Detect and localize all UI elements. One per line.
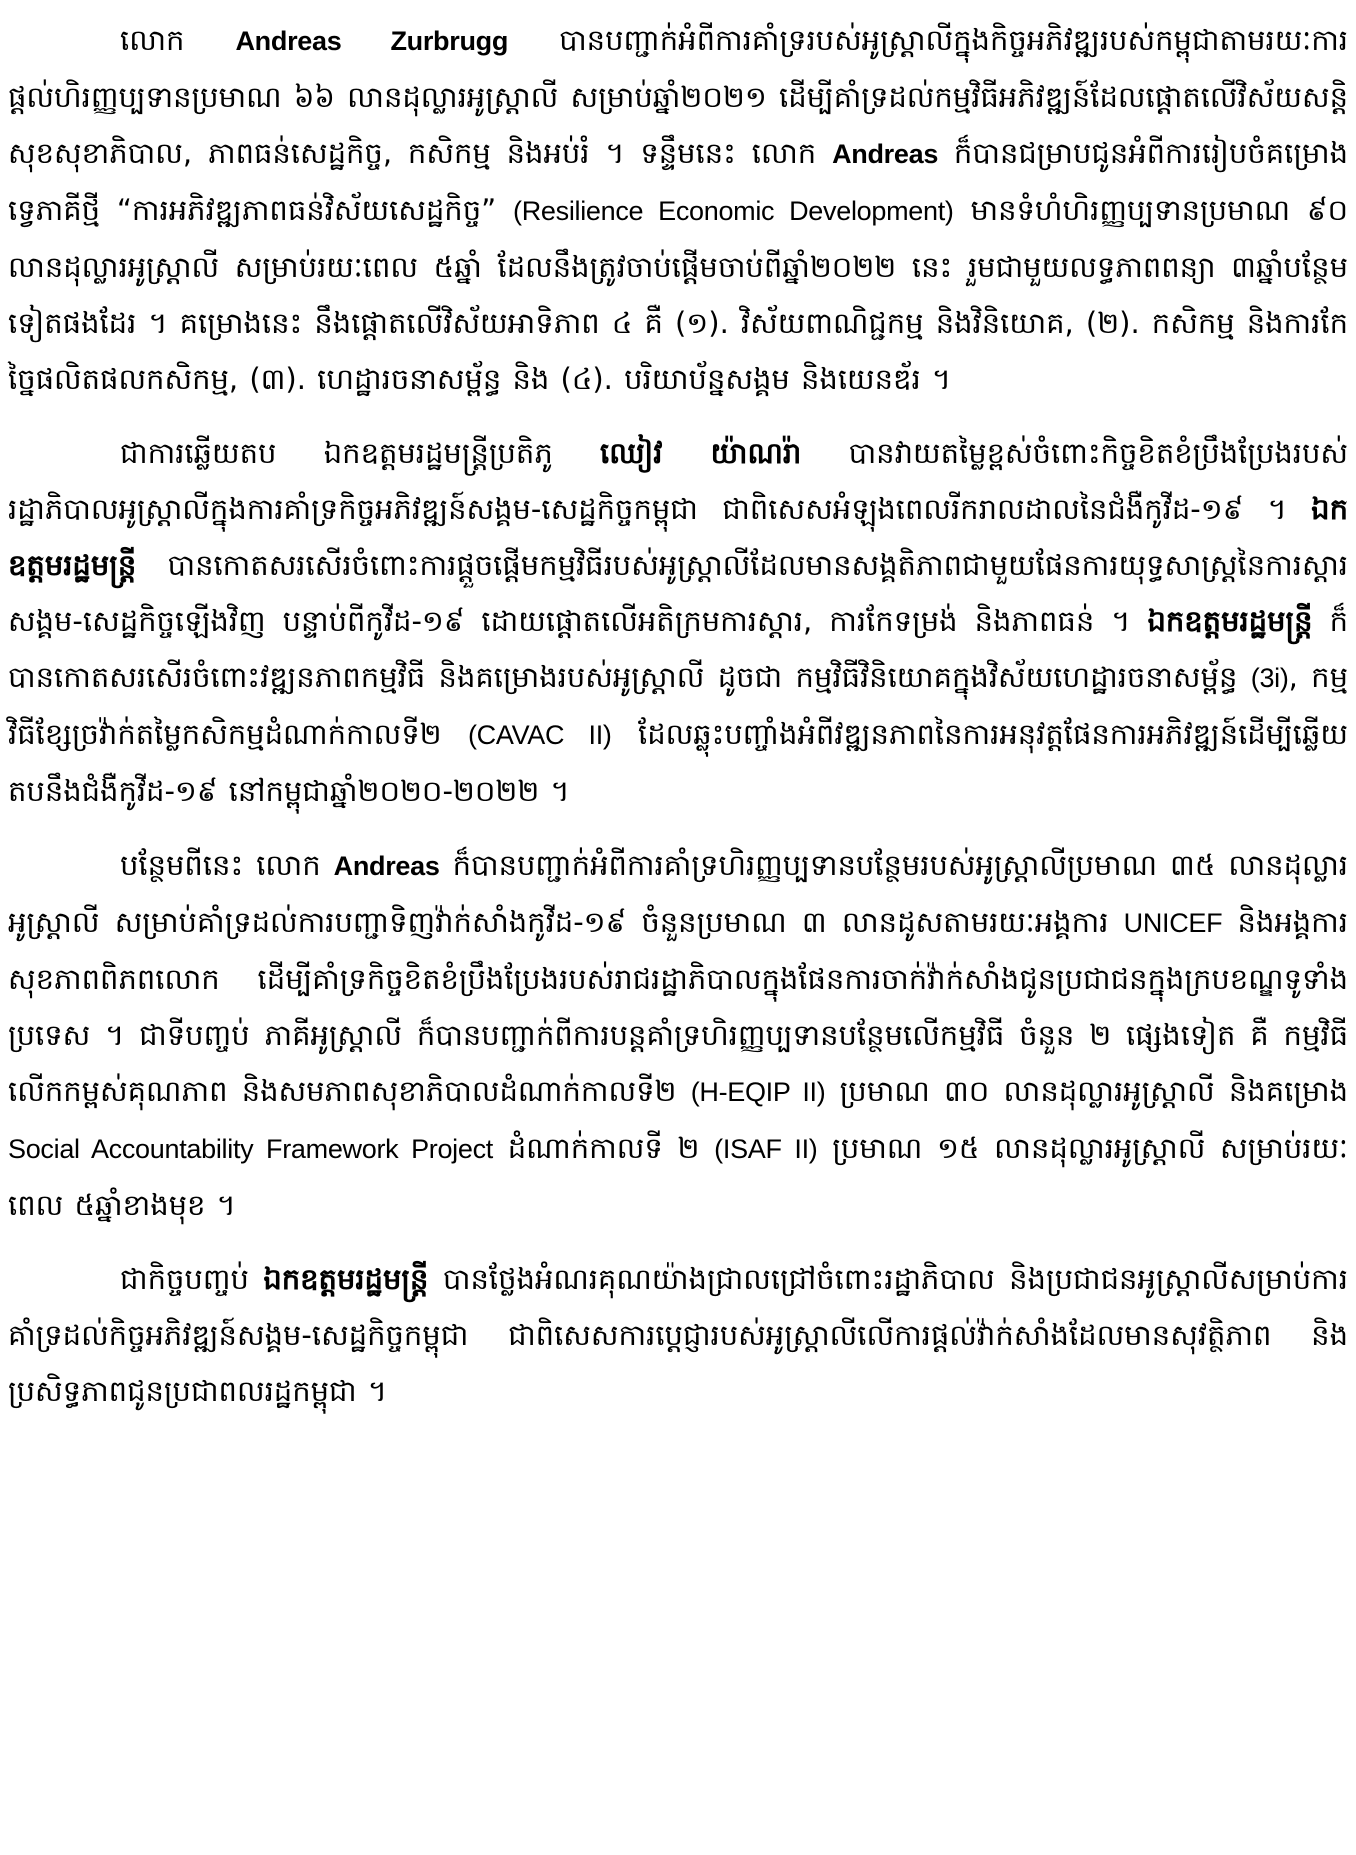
emphasized-latin-name: Andreas: [832, 139, 939, 169]
paragraph: [8, 837, 1348, 1233]
emphasized-name: ឯកឧត្តមរដ្ឋមន្ត្រី: [8, 492, 1348, 582]
latin-term: Social Accountability Framework Project: [8, 1134, 493, 1164]
paragraph: [8, 1251, 1348, 1419]
latin-term: UNICEF: [1123, 908, 1223, 938]
text-segment: និងអង្គការសុខភាពពិភពលោក ដើម្បីគាំទ្រកិច្ចខិតខំប្រឹងប្រែងរបស់រាជរដ្ឋាភិបាលក្នុងផែនការចាក់វ៉ាក់សាំងជូនប្រជាជនក្នុងក្របខណ្ឌទូទាំងប្រទេស ។ ជាទីបញ្ចប់ ភាគីអូស្ត្រាលី ក៏បានបញ្ជាក់ពីការបន្តគាំទ្រហិរញ្ញប្បទានបន្ថែមលើកម្មវិធី ចំនួន ២ ផ្សេងទៀត គឺ កម្មវិធីលើកកម្ពស់គុណភាព និងសមភាពសុខាភិបាលដំណាក់កាលទី២: [8, 905, 1348, 1108]
text-segment: មានទំហំហិរញ្ញប្បទានប្រមាណ ៩០ លានដុល្លារអូស្ត្រាលី សម្រាប់រយៈពេល ៥ឆ្នាំ ដែលនឹងត្រូវចាប់ផ្តើមចាប់ពីឆ្នាំ២០២២ នេះ រួមជាមួយលទ្ធភាពពន្យា ៣ឆ្នាំបន្ថែមទៀតផងដែរ ។ គម្រោងនេះ នឹងផ្តោតលើវិស័យអាទិភាព ៤ គឺ (១). វិស័យពាណិជ្ជកម្ម និងវិនិយោគ, (២). កសិកម្ម និងការកែច្នៃផលិតផលកសិកម្ម, (៣). ហេដ្ឋារចនាសម្ព័ន្ធ និង (៤). បរិយាប័ន្នសង្គម និងយេនឌ័រ ។: [8, 193, 1348, 396]
paragraph: [8, 425, 1348, 819]
text-segment: ក៏បានបញ្ជាក់អំពីការគាំទ្រហិរញ្ញប្បទានបន្ថែមរបស់អូស្ត្រាលីប្រមាណ ៣៥ លានដុល្លារអូស្ត្រាលី សម្រាប់គាំទ្រដល់ការបញ្ជាទិញវ៉ាក់សាំងកូវីដ-១៩ ចំនួនប្រមាណ ៣ លានដូសតាមរយៈអង្គការ: [8, 848, 1349, 939]
paragraph: [8, 12, 1348, 407]
text-segment: បានវាយតម្លៃខ្ពស់ចំពោះកិច្ចខិតខំប្រឹងប្រែងរបស់រដ្ឋាភិបាលអូស្ត្រាលីក្នុងការគាំទ្រកិច្ចអភិវឌ្ឍន៍សង្គម-សេដ្ឋកិច្ចកម្ពុជា ជាពិសេសអំឡុងពេលរីករាលដាលនៃជំងឺកូវីដ-១៩ ។: [8, 436, 1348, 526]
text-segment: ដែលឆ្លុះបញ្ចាំងអំពីវឌ្ឍនភាពនៃការអនុវត្តផែនការអភិវឌ្ឍន៍ដើម្បីឆ្លើយតបនឹងជំងឺកូវីដ-១៩ នៅកម្ពុជាឆ្នាំ២០២០-២០២២ ។: [8, 717, 1348, 808]
latin-term: (CAVAC II): [467, 720, 612, 750]
text-segment: ក៏បានជម្រាបជូនអំពីការរៀបចំគម្រោងទ្វេភាគីថ្មី “ការអភិវឌ្ឍភាពធន់វិស័យសេដ្ឋកិច្ច”: [8, 136, 1348, 227]
latin-term: (H-EQIP II): [690, 1077, 826, 1107]
text-segment: ជាកិច្ចបញ្ចប់: [120, 1262, 264, 1296]
text-segment: លោក: [120, 23, 236, 57]
latin-term: (Resilience Economic Development): [513, 196, 954, 226]
emphasized-latin-name: Andreas Zurbrugg: [235, 26, 509, 56]
text-segment: បានថ្លែងអំណរគុណយ៉ាងជ្រាលជ្រៅចំពោះរដ្ឋាភិបាល និងប្រជាជនអូស្ត្រាលីសម្រាប់ការគាំទ្រដល់កិច្ចអភិវឌ្ឍន៍សង្គម-សេដ្ឋកិច្ចកម្ពុជា ជាពិសេសការប្តេជ្ញារបស់អូស្ត្រាលីលើការផ្តល់វ៉ាក់សាំងដែលមានសុវត្ថិភាព និងប្រសិទ្ធភាពជូនប្រជាពលរដ្ឋកម្ពុជា ។: [8, 1262, 1348, 1408]
emphasized-name: ឯកឧត្តមរដ្ឋមន្ត្រី: [263, 1262, 429, 1296]
text-segment: , កម្មវិធីខ្សែច្រវ៉ាក់តម្លៃកសិកម្មដំណាក់កាលទី២: [8, 660, 1348, 751]
text-segment: បានកោតសរសើរចំពោះការផ្តួចផ្តើមកម្មវិធីរបស់អូស្ត្រាលីដែលមានសង្គតិភាពជាមួយផែនការយុទ្ធសាស្ត្រនៃការស្តារសង្គម-សេដ្ឋកិច្ចឡើងវិញ បន្ទាប់ពីកូវីដ-១៩ ដោយផ្តោតលើអតិក្រមការស្តារ, ការកែទម្រង់ និងភាពធន់ ។: [8, 548, 1348, 638]
text-segment: ក៏បានកោតសរសើរចំពោះវឌ្ឍនភាពកម្មវិធី និងគម្រោងរបស់អូស្ត្រាលី ដូចជា កម្មវិធីវិនិយោគក្នុងវិស័យហេដ្ឋារចនាសម្ព័ន្ធ: [8, 604, 1348, 694]
article-body: [8, 12, 1348, 1419]
emphasized-name: ឯកឧត្តមរដ្ឋមន្ត្រី: [1147, 604, 1313, 638]
text-segment: ដំណាក់កាលទី ២: [493, 1131, 715, 1165]
latin-term: (3i): [1250, 663, 1289, 693]
emphasized-latin-name: Andreas: [333, 851, 440, 881]
text-segment: ជាការឆ្លើយតប ឯកឧត្តមរដ្ឋមន្ត្រីប្រតិភូ: [120, 436, 601, 470]
latin-term: (ISAF II): [714, 1134, 818, 1164]
emphasized-name: ឈៀវ យ៉ាណរ៉ា: [600, 436, 802, 470]
text-segment: បានបញ្ជាក់អំពីការគាំទ្ររបស់អូស្ត្រាលីក្នុងកិច្ចអភិវឌ្ឍរបស់កម្ពុជាតាមរយៈការផ្តល់ហិរញ្ញប្បទានប្រមាណ ៦៦ លានដុល្លារអូស្ត្រាលី សម្រាប់ឆ្នាំ២០២១ ដើម្បីគាំទ្រដល់កម្មវិធីអភិវឌ្ឍន៍ដែលផ្តោតលើវិស័យសន្តិសុខសុខាភិបាល, ភាពធន់សេដ្ឋកិច្ច, កសិកម្ម និងអប់រំ ។ ទន្ទឹមនេះ លោក: [8, 23, 1349, 170]
text-segment: ប្រមាណ ៣០ លានដុល្លារអូស្ត្រាលី និងគម្រោង: [825, 1074, 1348, 1108]
text-segment: ប្រមាណ ១៥ លានដុល្លារអូស្ត្រាលី សម្រាប់រយៈពេល ៥ឆ្នាំខាងមុខ ។: [8, 1131, 1348, 1222]
text-segment: បន្ថែមពីនេះ លោក: [120, 848, 334, 882]
